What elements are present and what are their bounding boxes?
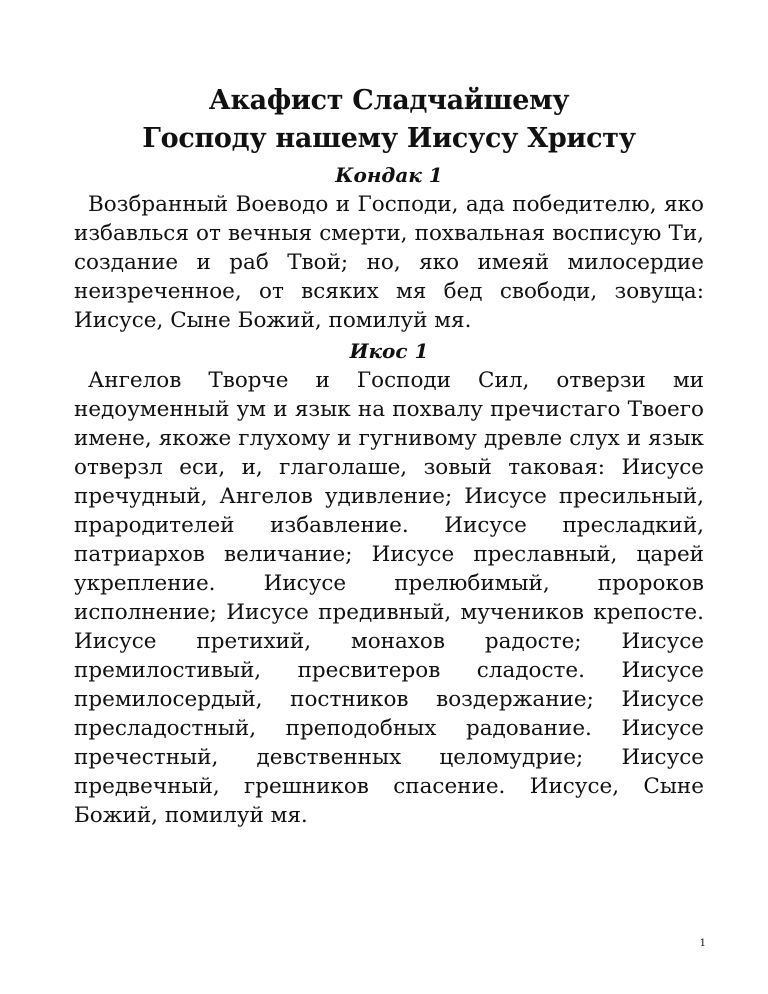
- ikos-heading: Икос 1: [349, 339, 429, 363]
- ikos-text: Ангелов Творче и Господи Сил, отверзи ми недоуменный ум и язык на похвалу пречистаго Твоего имене, якоже глухому и гугнивому древле слух и язык отверзл еси, и, глаголаше, зовый таковая: Иисусе пречудный, Ангелов удивление; Иисусе пресильный, прародителей избавление. Иисусе пресладкий, патриархов величание; Иисусе преславный, царей укрепление. Иисусе прелюбимый, пророков исполнение; Иисусе предивный, мучеников крепосте. Иисусе претихий, монахов радосте; Иисусе премилостивый, пресвитеров сладосте. Иисусе премилосердый, постников воздержание; Иисусе пресладостный, преподобных радование. Иисусе пречестный, девственных целомудрие; Иисусе предвечный, грешников спасение. Иисусе, Сыне Божий, помилуй мя.: [74, 368, 704, 828]
- kondak-heading: Кондак 1: [335, 163, 443, 187]
- kondak-text: Возбранный Воеводо и Господи, ада победителю, яко избавлься от вечныя смерти, похвальная восписую Ти, создание и раб Твой; но, яко имеяй милосердие неизреченное, от всяких мя бед свободи, зовуща: Иисусе, Сыне Божий, помилуй мя.: [74, 192, 704, 333]
- document-page: [74, 82, 704, 830]
- page-number: 1: [699, 938, 706, 949]
- title-line-1: Акафист Сладчайшему: [208, 85, 570, 116]
- document-title: [74, 82, 704, 158]
- title-line-2: Господу нашему Иисусу Христу: [142, 123, 636, 154]
